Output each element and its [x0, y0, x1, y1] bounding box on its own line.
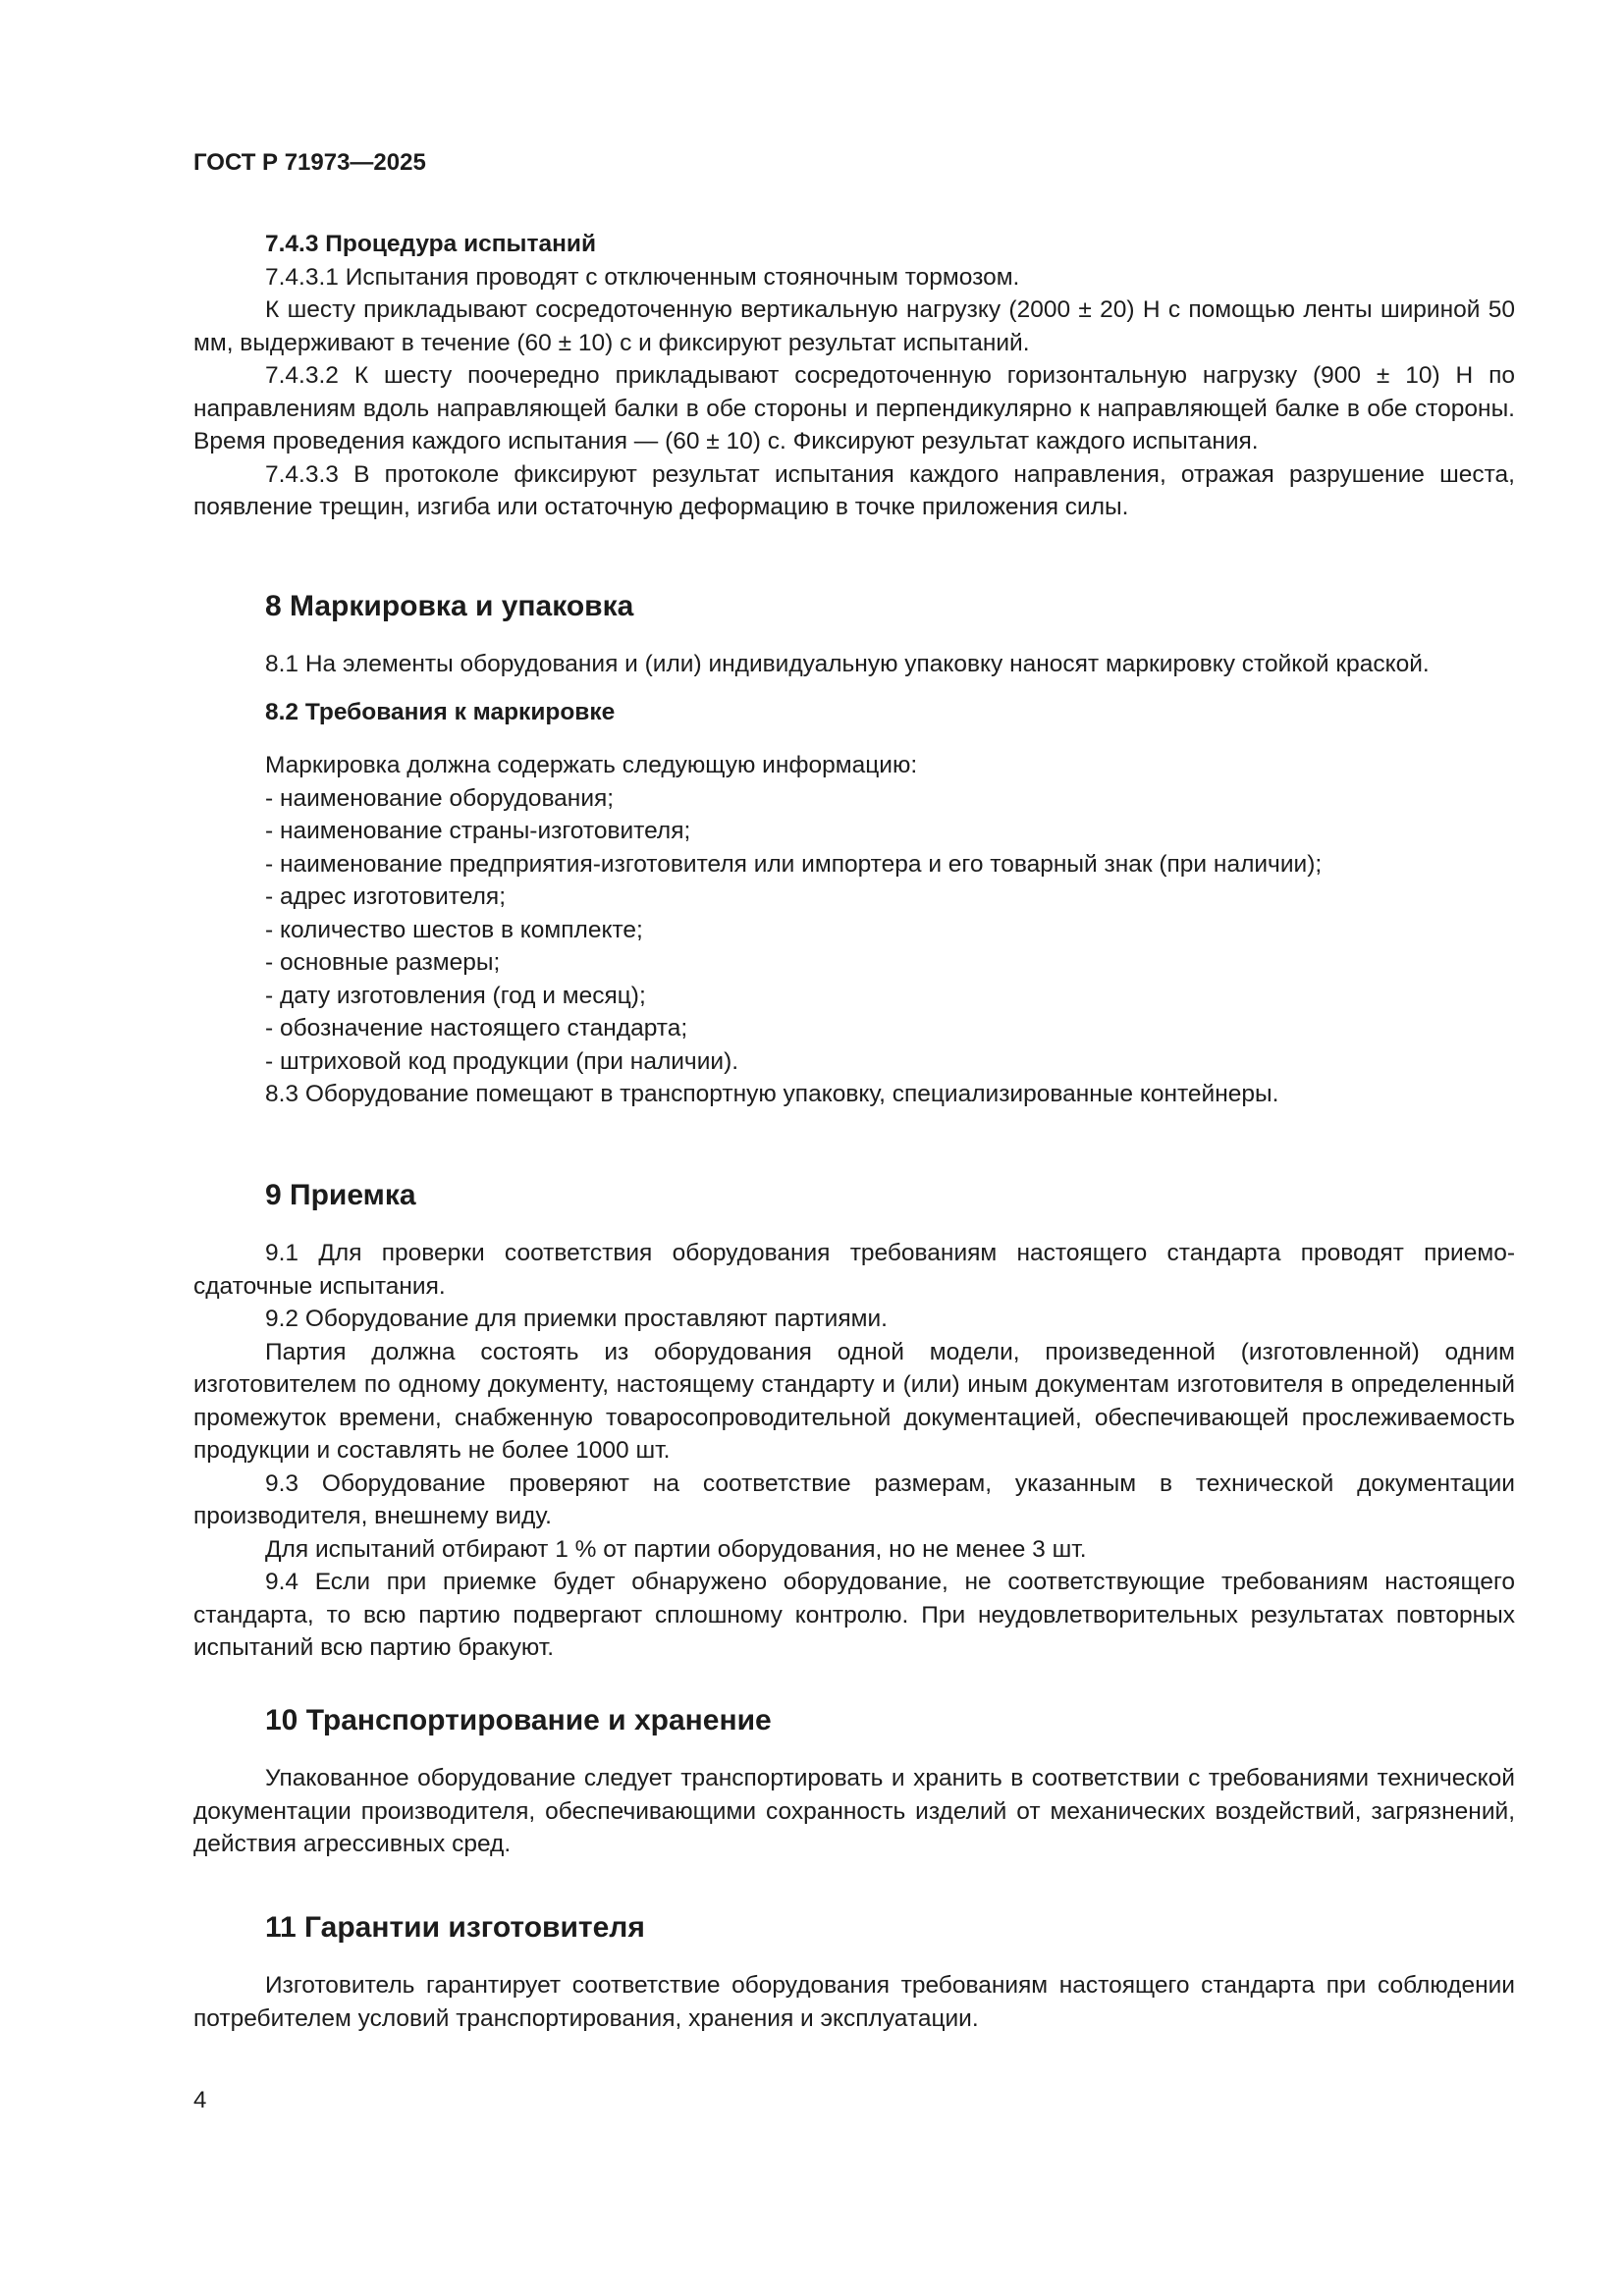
section-8-heading: 8 Маркировка и упаковка — [265, 590, 634, 622]
section-11 — [193, 1908, 1515, 2035]
list-item: - наименование страны-изготовителя; — [265, 818, 691, 844]
paragraph-9-3: 9.3 Оборудование проверяют на соответствие размерам, указанным в технической документации производителя, внешнему виду. — [193, 1469, 1515, 1529]
list-item: - адрес изготовителя; — [265, 883, 506, 910]
list-item: - обозначение настоящего стандарта; — [265, 1015, 688, 1041]
paragraph-sampling: Для испытаний отбирают 1 % от партии оборудования, но не менее 3 шт. — [265, 1535, 1087, 1563]
section-10-heading: 10 Транспортирование и хранение — [265, 1704, 772, 1736]
list-item: - дату изготовления (год и месяц); — [265, 982, 646, 1009]
paragraph-10: Упакованное оборудование следует транспортировать и хранить в соответствии с требованиями технической документации производителя, обеспечивающими сохранность изделий от механических воздействий, загрязнений, действия агрессивных сред. — [193, 1765, 1515, 1857]
paragraph-7-4-3-2: 7.4.3.2 К шесту поочередно прикладывают сосредоточенную горизонтальную нагрузку (900 ± 10) Н по направлениям вдоль направляющей балки в обе стороны и перпендикулярно к направляющей балке в обе стороны. Время проведения каждого испытания — (60 ± 10) с. Фиксируют результат каждого испытания. — [193, 362, 1515, 454]
paragraph-9-1: 9.1 Для проверки соответствия оборудования требованиям настоящего стандарта проводят приемо-сдаточные испытания. — [193, 1240, 1515, 1300]
section-9-heading: 9 Приемка — [265, 1179, 416, 1211]
paragraph-batch: Партия должна состоять из оборудования одной модели, произведенной (изготовленной) одним изготовителем по одному документу, настоящему стандарту и (или) иным документам изготовителя в определенный промежуток времени, снабженную товаросопроводительной документацией, обеспечивающей прослеживаемость продукции и составлять не более 1000 шт. — [193, 1338, 1515, 1464]
list-item: - наименование предприятия-изготовителя или импортера и его товарный знак (при наличии); — [265, 850, 1323, 878]
paragraph-9-2: 9.2 Оборудование для приемки проставляют партиями. — [265, 1306, 888, 1332]
list-item: - основные размеры; — [265, 949, 501, 976]
section-10 — [193, 1701, 1515, 1861]
paragraph-9-4: 9.4 Если при приемке будет обнаружено оборудование, не соответствующие требованиям настоящего стандарта, то всю партию подвергают сплошному контролю. При неудовлетворительных результатах повторных испытаний всю партию бракуют. — [193, 1569, 1515, 1661]
page-number: 4 — [193, 2087, 207, 2113]
section-8 — [193, 587, 1515, 1111]
paragraph-7-4-3-1: 7.4.3.1 Испытания проводят с отключенным стояночным тормозом. — [265, 263, 1020, 291]
document-code-header: ГОСТ Р 71973—2025 — [193, 149, 426, 176]
section-7-4-3-title: 7.4.3 Процедура испытаний — [265, 231, 597, 257]
paragraph-vertical-load: К шесту прикладывают сосредоточенную вертикальную нагрузку (2000 ± 20) Н с помощью ленты шириной 50 мм, выдерживают в течение (60 ± 10) с и фиксируют результат испытаний. — [193, 296, 1515, 356]
list-item: - количество шестов в комплекте; — [265, 916, 643, 943]
list-item: - наименование оборудования; — [265, 784, 615, 812]
section-8-2-title: 8.2 Требования к маркировке — [265, 698, 616, 725]
marking-requirements-list — [193, 782, 1515, 1079]
paragraph-7-4-3-3: 7.4.3.3 В протоколе фиксируют результат испытания каждого направления, отражая разрушение шеста, появление трещин, изгиба или остаточную деформацию в точке приложения силы. — [193, 460, 1515, 520]
paragraph-8-3: 8.3 Оборудование помещают в транспортную упаковку, специализированные контейнеры. — [265, 1081, 1279, 1107]
section-7-4-3 — [193, 228, 1515, 524]
marking-intro: Маркировка должна содержать следующую информацию: — [265, 752, 918, 778]
section-11-heading: 11 Гарантии изготовителя — [265, 1911, 645, 1944]
list-item: - штриховой код продукции (при наличии). — [265, 1047, 739, 1075]
paragraph-11: Изготовитель гарантирует соответствие оборудования требованиям настоящего стандарта при соблюдении потребителем условий транспортирования, хранения и эксплуатации. — [193, 1972, 1515, 2032]
section-9 — [193, 1176, 1515, 1665]
paragraph-8-1: 8.1 На элементы оборудования и (или) индивидуальную упаковку наносят маркировку стойкой краской. — [265, 651, 1430, 677]
